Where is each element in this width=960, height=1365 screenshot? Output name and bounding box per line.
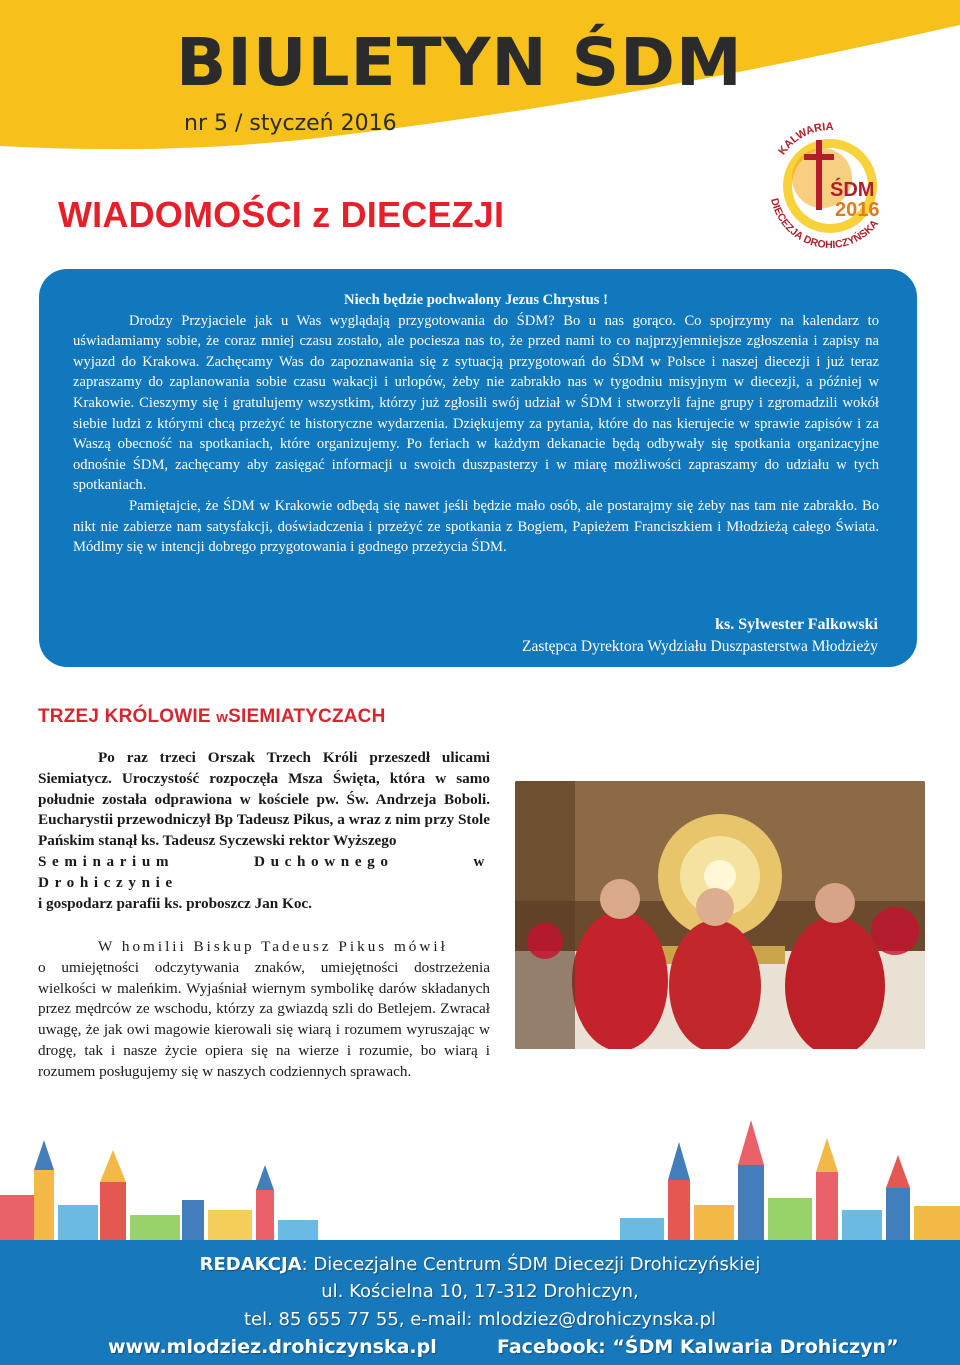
footer-editorial-text: : Diecezjalne Centrum ŚDM Diecezji Drohiczyńskiej	[301, 1254, 761, 1275]
cross-sun-logo-icon	[750, 110, 910, 260]
svg-text:DIECEZJA DROHICZYŃSKA: DIECEZJA DROHICZYŃSKA	[768, 196, 881, 252]
letter-signature	[522, 614, 878, 658]
letter-greeting: Niech będzie pochwalony Jezus Chrystus !	[344, 292, 608, 308]
article-title-part-1: TRZEJ KRÓLOWIE	[38, 706, 211, 727]
mass-photo	[515, 781, 925, 1049]
article-title	[38, 706, 386, 728]
signature-role: Zastępca Dyrektora Wydziału Duszpasterstwa Młodzieży	[521, 638, 878, 655]
article-lead-end: i gospodarz parafii ks. proboszcz Jan Koc.	[38, 894, 312, 912]
article-title-w: w	[216, 709, 229, 726]
svg-text:ŚDM: ŚDM	[830, 179, 875, 201]
article-homily-first: W homilii Biskup Tadeusz Pikus mówił	[98, 938, 448, 955]
sdm-kalwaria-logo	[750, 110, 910, 260]
footer-editorial	[0, 1254, 960, 1275]
svg-text:KALWARIA: KALWARIA	[776, 120, 834, 158]
section-title: WIADOMOŚCI z DIECEZJI	[58, 194, 505, 235]
footer-website-link[interactable]: www.mlodziez.drohiczynska.pl	[108, 1336, 437, 1358]
signature-name: ks. Sylwester Falkowski	[715, 616, 878, 633]
article-homily-text: o umiejętności odczytywania znaków, umiejętności dostrzeżenia wielkości w maleńkim. Wyjaśniał wiernym symbolikę darów składanych przez mędrców ze wschodu, którzy za gwiazdą szli do Betlejem. Zwracał uwagę, że jak owi magowie kierowali się wiarą i rozumem wyruszając w drogę, tak i nasze życie opiera się na wierze i rozumie, bo wiarą i rozumem posługujemy się w naszych codziennych sprawach.	[38, 958, 490, 1080]
article-title-part-2: SIEMIATYCZACH	[228, 706, 386, 727]
article-lead	[38, 748, 490, 914]
footer-facebook-link[interactable]: Facebook: “ŚDM Kalwaria Drohiczyn”	[497, 1336, 899, 1358]
article-homily	[38, 937, 490, 1083]
article-lead-seminary: Seminarium Duchownego w Drohiczynie	[38, 852, 490, 891]
letter-paragraph-1: Drodzy Przyjaciele jak u Was wyglądają przygotowania do ŚDM? Bo u nas gorąco. Co spojrzymy na kalendarz to uświadamiamy sobie, że coraz mniej czasu zostało, ale pociesza nas to, że przed nami to co najprzyjemniejsze zgłoszenia i zapisy na wyjazd do Krakowa. Zachęcamy Was do zapoznawania się z sytuacją przygotowań do ŚDM w Polsce i naszej diecezji i już teraz zapraszamy do zaplanowania sobie czasu wakacji i urlopów, żeby nie zabrakło nas w tygodniu misyjnym w diecezji, a później w Krakowie. Cieszymy się i gratulujemy wszystkim, którzy już zgłosili swój udział w ŚDM i stworzyli fajne grupy i zgromadzili wokół siebie ludzi z którymi chcą przeżyć te historyczne wydarzenia. Dziękujemy za pytania, które do nas kierujecie w sprawie zapisów i za Waszą obecność na spotkaniach, które organizujemy. Po feriach w każdym dekanacie będą odbywały się spotkania organizacyjne odnośnie ŚDM, zachęcamy aby zasięgać informacji u swoich duszpasterzy i w miarę możliwości zapraszamy do udziału w tych spotkaniach.	[73, 312, 879, 494]
footer-address: ul. Kościelna 10, 17-312 Drohiczyn,	[321, 1281, 639, 1302]
bulletin-title: BIULETYN ŚDM	[176, 24, 743, 101]
footer-contact: tel. 85 655 77 55, e-mail: mlodziez@drohiczynska.pl	[243, 1309, 717, 1330]
svg-text:2016: 2016	[835, 199, 880, 221]
letter-body	[73, 290, 879, 558]
article-lead-text: Po raz trzeci Orszak Trzech Króli przeszedł ulicami Siemiatycz. Uroczystość rozpoczęła Msza Święta, która w samo południe została odprawiona w kościele pw. Św. Andrzeja Boboli. Eucharystii przewodniczył Bp Tadeusz Pikus, a wraz z nim przy Stole Pańskim stanął ks. Tadeusz Syczewski rektor Wyższego	[38, 749, 490, 850]
issue-number: nr 5 / styczeń 2016	[184, 111, 397, 136]
letter-paragraph-2: Pamiętajcie, że ŚDM w Krakowie odbędą się nawet jeśli będzie mało osób, ale postarajmy się żeby nas tam nie zabrakło. Bo nikt nie zabierze nam satysfakcji, doświadczenia i przeżyć ze spotkania z Bogiem, Papieżem Franciszkiem i Młodzieżą całego Świata. Módlmy się w intencji dobrego przygotowania i godnego przeżycia ŚDM.	[73, 497, 879, 556]
footer-label: REDAKCJA	[199, 1254, 302, 1275]
